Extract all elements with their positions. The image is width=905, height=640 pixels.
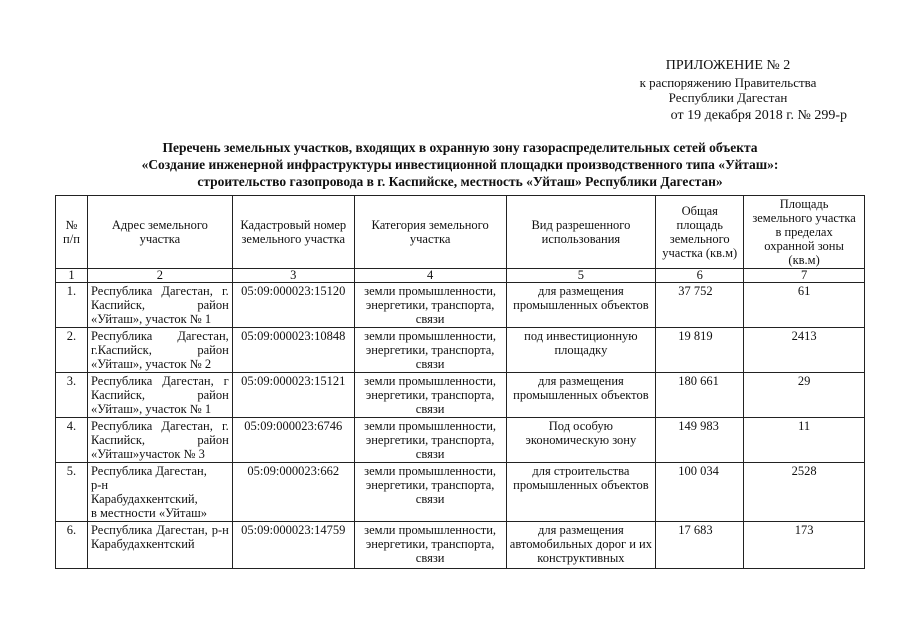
table-row xyxy=(56,463,865,522)
appendix-date: от 19 декабря 2018 г. № 299-р xyxy=(670,108,847,123)
column-number: 2 xyxy=(87,269,232,283)
document-title xyxy=(100,139,820,190)
cell-number: 2. xyxy=(56,328,88,373)
cell-zone-area: 11 xyxy=(744,418,865,463)
cell-area: 19 819 xyxy=(656,328,744,373)
cell-area: 37 752 xyxy=(656,283,744,328)
cell-address: Республика Дагестан, г Каспийск, район «Уйташ», участок № 1 xyxy=(87,373,232,418)
table-row xyxy=(56,328,865,373)
cell-number: 6. xyxy=(56,522,88,569)
cell-category: земли промышленности, энергетики, транспорта, связи xyxy=(354,522,506,569)
cell-use: для размещения промышленных объектов xyxy=(506,373,656,418)
cell-number: 1. xyxy=(56,283,88,328)
header-cadastral: Кадастровый номер земельного участка xyxy=(232,196,354,269)
title-line-2: «Создание инженерной инфраструктуры инвестиционной площадки производственного типа «Уйташ»: xyxy=(141,157,779,172)
column-number: 6 xyxy=(656,269,744,283)
table-row xyxy=(56,522,865,569)
column-number-row xyxy=(56,269,865,283)
header-number: № п/п xyxy=(56,196,88,269)
cell-zone-area: 2528 xyxy=(744,463,865,522)
table-header-row xyxy=(56,196,865,269)
appendix-line-1: к распоряжению Правительства xyxy=(639,75,817,90)
cell-use: для размещения автомобильных дорог и их конструктивных xyxy=(506,522,656,569)
cell-zone-area: 61 xyxy=(744,283,865,328)
cell-zone-area: 29 xyxy=(744,373,865,418)
column-number: 7 xyxy=(744,269,865,283)
cell-cadastral: 05:09:000023:15120 xyxy=(232,283,354,328)
header-address: Адрес земельного участка xyxy=(87,196,232,269)
cell-area: 17 683 xyxy=(656,522,744,569)
table-row xyxy=(56,418,865,463)
cell-address: Республика Дагестан, г. Каспийск, район «Уйташ»участок № 3 xyxy=(87,418,232,463)
cell-use: Под особую экономическую зону xyxy=(506,418,656,463)
column-number: 1 xyxy=(56,269,88,283)
header-zone-area: Площадь земельного участка в пределах охранной зоны (кв.м) xyxy=(744,196,865,269)
cell-area: 100 034 xyxy=(656,463,744,522)
column-number: 3 xyxy=(232,269,354,283)
cell-category: земли промышленности, энергетики, транспорта, связи xyxy=(354,283,506,328)
cell-zone-area: 2413 xyxy=(744,328,865,373)
cell-address: Республика Дагестан, р-н Карабудахкентский xyxy=(87,522,232,569)
column-number: 4 xyxy=(354,269,506,283)
cell-use: под инвестиционную площадку xyxy=(506,328,656,373)
table-row xyxy=(56,373,865,418)
cell-cadastral: 05:09:000023:15121 xyxy=(232,373,354,418)
cell-cadastral: 05:09:000023:6746 xyxy=(232,418,354,463)
column-number: 5 xyxy=(506,269,656,283)
title-line-3: строительство газопровода в г. Каспийске, местность «Уйташ» Республики Дагестан» xyxy=(197,174,723,189)
appendix-block xyxy=(603,58,853,123)
cell-cadastral: 05:09:000023:10848 xyxy=(232,328,354,373)
cell-cadastral: 05:09:000023:14759 xyxy=(232,522,354,569)
header-category: Категория земельного участка xyxy=(354,196,506,269)
header-area: Общая площадь земельного участка (кв.м) xyxy=(656,196,744,269)
cell-number: 5. xyxy=(56,463,88,522)
appendix-line-2: Республики Дагестан xyxy=(668,90,788,105)
cell-use: для строительства промышленных объектов xyxy=(506,463,656,522)
land-plots-table xyxy=(55,195,865,569)
title-line-1: Перечень земельных участков, входящих в охранную зону газораспределительных сетей объекта xyxy=(162,140,758,155)
appendix-title: ПРИЛОЖЕНИЕ № 2 xyxy=(665,58,791,73)
cell-category: земли промышленности, энергетики, транспорта, связи xyxy=(354,328,506,373)
cell-address: Республика Дагестан, г. Каспийск, район «Уйташ», участок № 1 xyxy=(87,283,232,328)
cell-category: земли промышленности, энергетики, транспорта, связи xyxy=(354,373,506,418)
cell-category: земли промышленности, энергетики, транспорта, связи xyxy=(354,463,506,522)
cell-number: 4. xyxy=(56,418,88,463)
cell-cadastral: 05:09:000023:662 xyxy=(232,463,354,522)
cell-address: Республика Дагестан, г.Каспийск, район «Уйташ», участок № 2 xyxy=(87,328,232,373)
cell-use: для размещения промышленных объектов xyxy=(506,283,656,328)
cell-zone-area: 173 xyxy=(744,522,865,569)
cell-area: 149 983 xyxy=(656,418,744,463)
cell-area: 180 661 xyxy=(656,373,744,418)
header-use: Вид разрешенного использования xyxy=(506,196,656,269)
table-row xyxy=(56,283,865,328)
cell-address: Республика Дагестан, р-н Карабудахкентский, в местности «Уйташ» xyxy=(87,463,232,522)
cell-category: земли промышленности, энергетики, транспорта, связи xyxy=(354,418,506,463)
cell-number: 3. xyxy=(56,373,88,418)
